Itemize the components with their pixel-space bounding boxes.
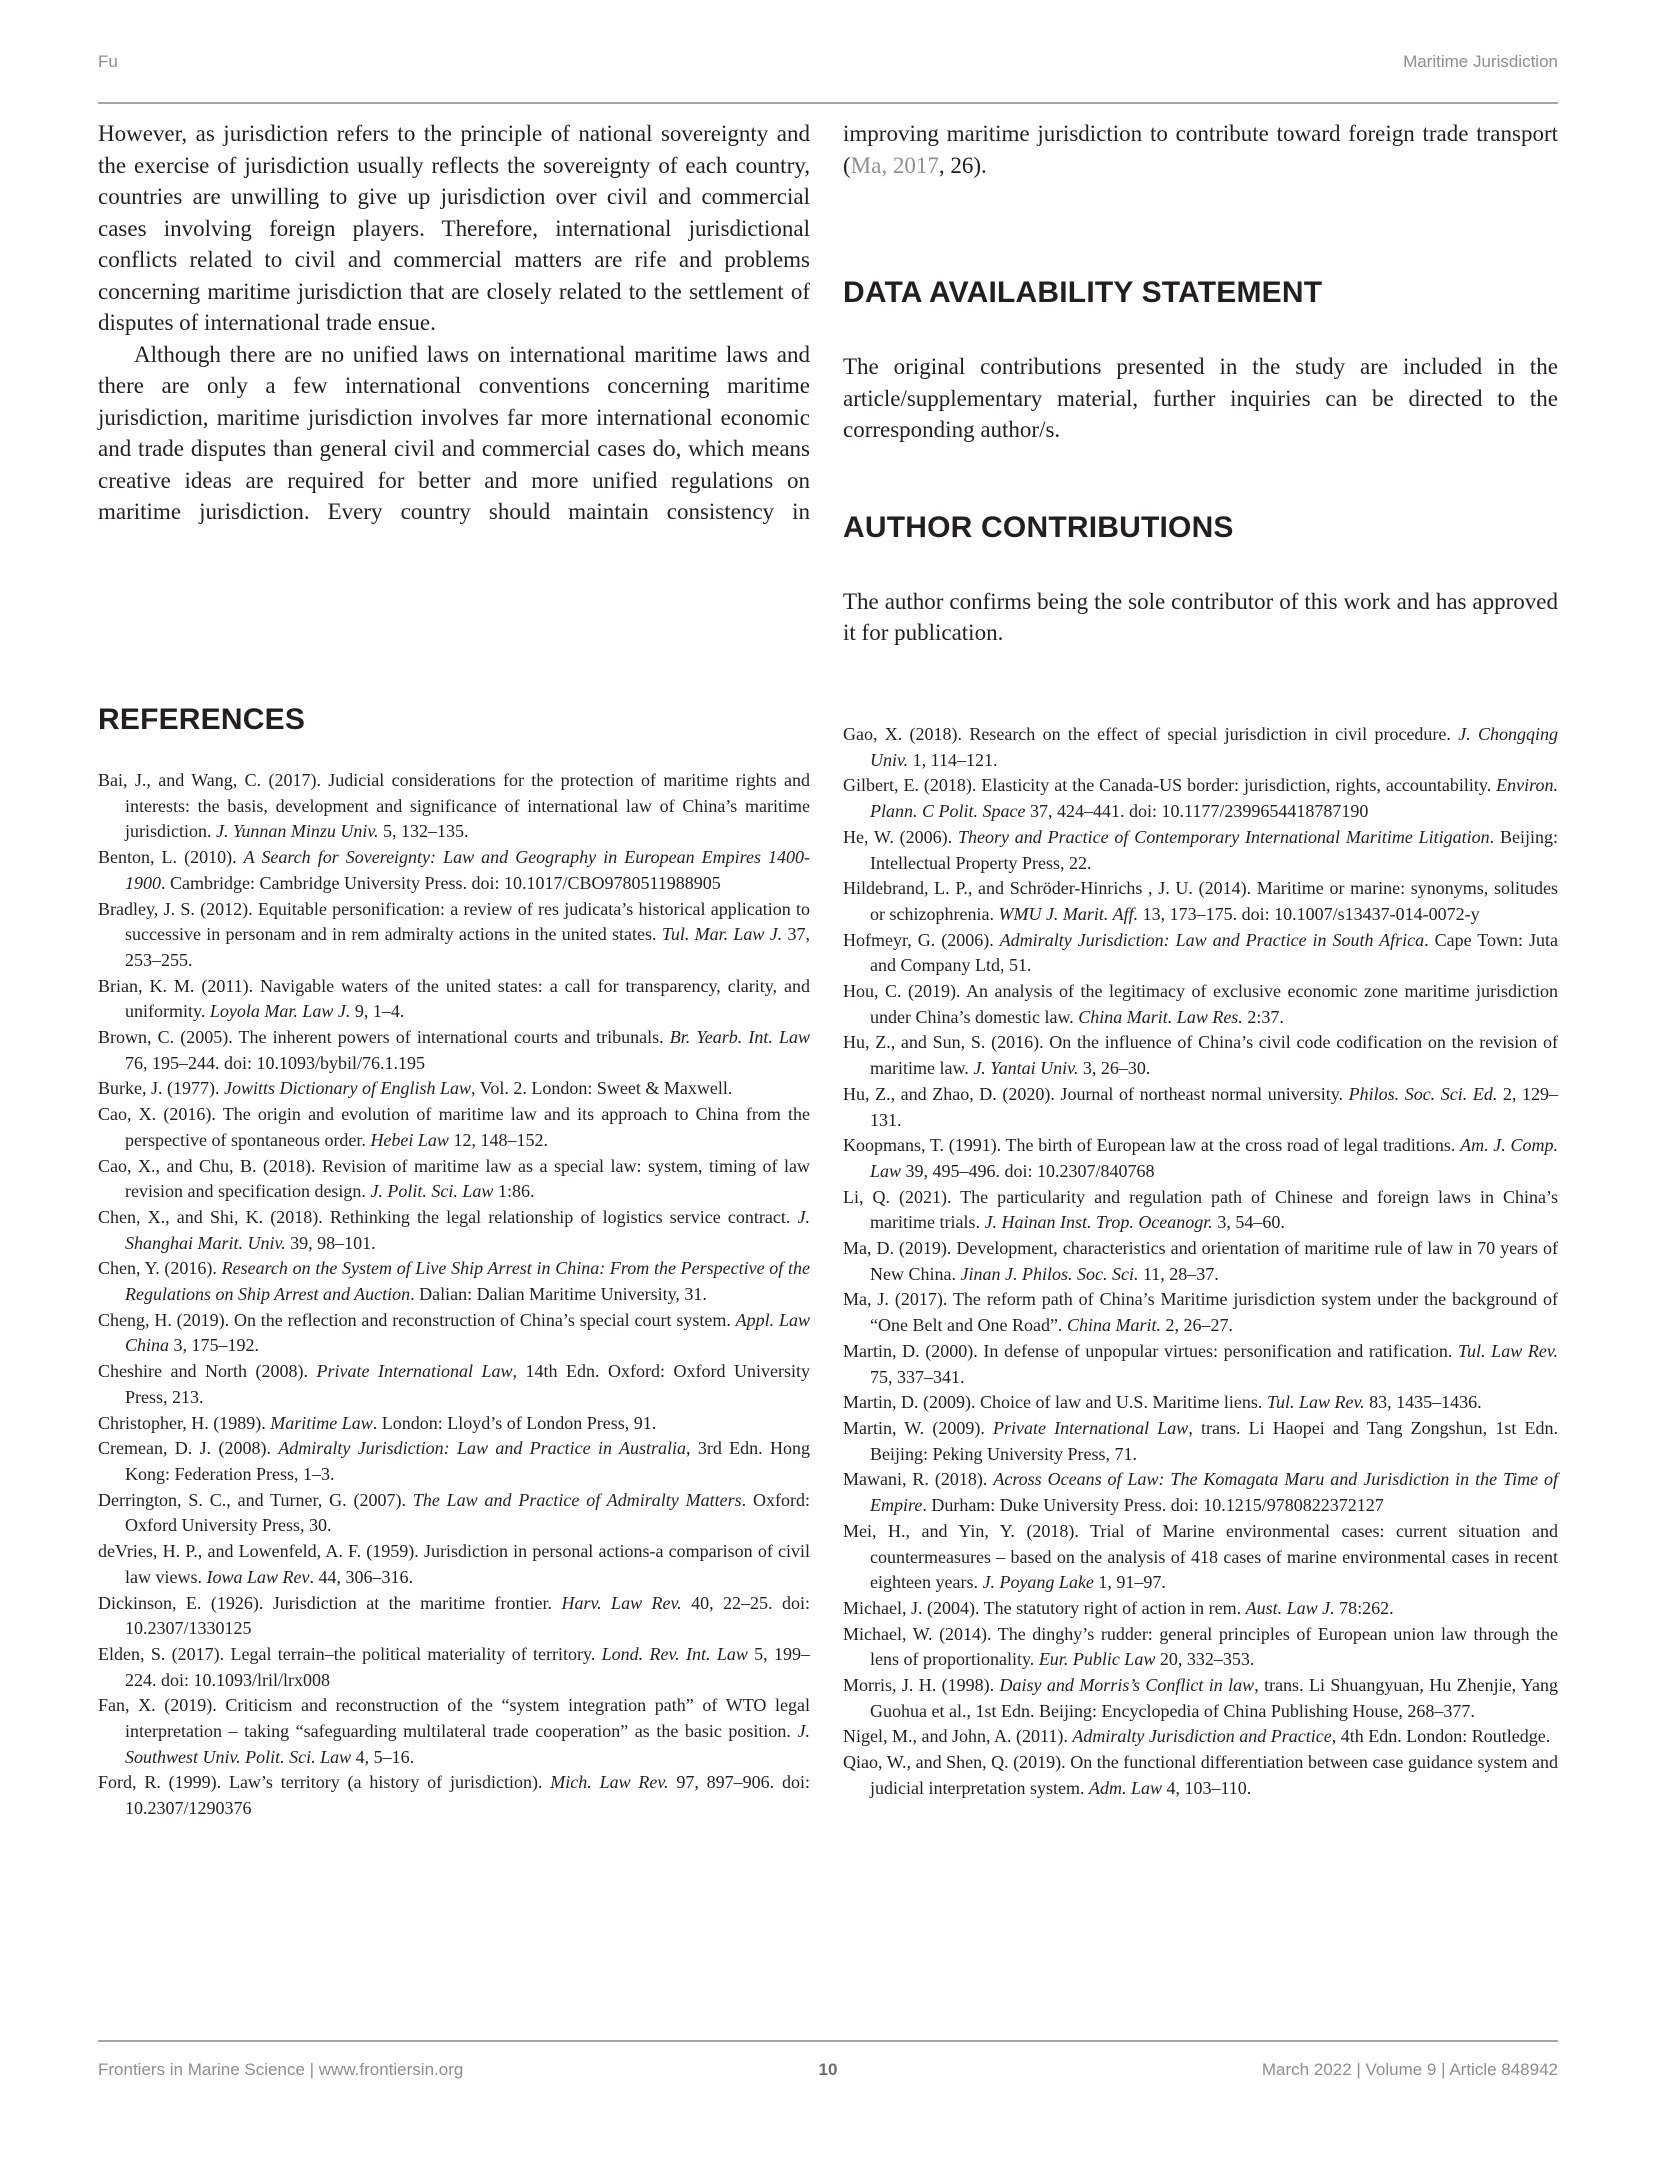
reference-source-italic: J. Yantai Univ. bbox=[973, 1058, 1079, 1079]
reference-text: 3, 54–60. bbox=[1212, 1212, 1285, 1233]
reference-item bbox=[98, 768, 810, 845]
reference-source-italic: A Search for Sovereignty: Law and Geography in European Empires 1400-1900 bbox=[125, 847, 810, 893]
reference-item bbox=[98, 1693, 810, 1770]
reference-source-italic: Tul. Law Rev. bbox=[1266, 1392, 1365, 1413]
body-column-right bbox=[843, 118, 1558, 649]
reference-source-italic: J. Polit. Sci. Law bbox=[370, 1181, 494, 1202]
reference-text: 37, 424–441. doi: 10.1177/2399654418787190 bbox=[1025, 801, 1369, 822]
section-heading-references: REFERENCES bbox=[98, 703, 306, 736]
reference-item bbox=[98, 845, 810, 896]
footer-page-number: 10 bbox=[818, 2060, 838, 2079]
running-head-title: Maritime Jurisdiction bbox=[1403, 52, 1558, 71]
reference-text: 37, 253–255. bbox=[125, 924, 810, 970]
reference-source-italic: Private International Law bbox=[992, 1417, 1189, 1438]
reference-text: Chen, Y. (2016). bbox=[98, 1258, 222, 1279]
reference-text: Elden, S. (2017). Legal terrain–the political materiality of territory. bbox=[98, 1643, 602, 1664]
reference-text: . Beijing: Intellectual Property Press, 22. bbox=[870, 826, 1558, 873]
paragraph: Although there are no unified laws on international maritime laws and there are only a few international conventions concerning maritime jurisdiction, maritime jurisdiction involves far more international economic and trade disputes than general civil and commercial cases do, which means creative ideas are required for better and more unified regulations on maritime jurisdiction. Every country should maintain consistency in bbox=[98, 341, 810, 524]
reference-text: , trans. Li Shuangyuan, Hu Zhenjie, Yang Guohua et al., 1st Edn. Beijing: Encyclopedia of China Publishing House, 268–377. bbox=[870, 1675, 1558, 1721]
reference-text: , Vol. 2. London: Sweet & Maxwell. bbox=[471, 1078, 733, 1099]
reference-item bbox=[98, 1025, 810, 1076]
reference-item bbox=[843, 1673, 1558, 1724]
footer-rule bbox=[98, 2040, 1558, 2042]
reference-text: Michael, W. (2014). The dinghy’s rudder: general principles of European union law through the lens of proportionality. bbox=[843, 1623, 1558, 1670]
reference-text: 4, 103–110. bbox=[1161, 1777, 1252, 1798]
reference-text: Cremean, D. J. (2008). bbox=[98, 1438, 279, 1459]
reference-text: . Cape Town: Juta and Company Ltd, 51. bbox=[870, 929, 1558, 976]
reference-source-italic: Hebei Law bbox=[370, 1129, 449, 1150]
reference-text: Benton, L. (2010). bbox=[98, 847, 244, 868]
reference-item bbox=[98, 1411, 810, 1437]
footer-journal: Frontiers in Marine Science | www.frontiersin.org bbox=[98, 2060, 464, 2079]
reference-text: , 3rd Edn. Hong Kong: Federation Press, 1–3. bbox=[125, 1438, 810, 1484]
reference-text: Hu, Z., and Zhao, D. (2020). Journal of northeast normal university. bbox=[843, 1083, 1349, 1104]
running-head-author: Fu bbox=[98, 52, 118, 71]
reference-text: . Cambridge: Cambridge University Press. doi: 10.1017/CBO9780511988905 bbox=[161, 872, 721, 893]
paragraph-text: , 26). bbox=[938, 152, 987, 178]
reference-text: Ma, J. (2017). The reform path of China’s Maritime jurisdiction system under the background of “One Belt and One Road”. bbox=[843, 1289, 1558, 1336]
reference-source-italic: Philos. Soc. Sci. Ed. bbox=[1348, 1083, 1498, 1104]
reference-source-italic: Tul. Mar. Law J. bbox=[661, 924, 783, 945]
reference-item bbox=[98, 1359, 810, 1410]
paragraph-text: improving maritime jurisdiction to contribute toward foreign trade transport ( bbox=[843, 121, 1558, 178]
reference-item bbox=[843, 1724, 1558, 1750]
reference-source-italic: Am. J. Comp. Law bbox=[870, 1135, 1558, 1181]
section-heading-data-availability: DATA AVAILABILITY STATEMENT bbox=[843, 276, 1323, 309]
reference-text: deVries, H. P., and Lowenfeld, A. F. (1959). Jurisdiction in personal actions-a comparison of civil law views. bbox=[98, 1541, 810, 1587]
reference-item bbox=[98, 1591, 810, 1642]
reference-text: Cheshire and North (2008). bbox=[98, 1361, 317, 1382]
reference-text: Gao, X. (2018). Research on the effect of special jurisdiction in civil procedure. bbox=[843, 724, 1459, 744]
reference-text: 12, 148–152. bbox=[448, 1129, 548, 1150]
reference-text: Bradley, J. S. (2012). Equitable personification: a review of res judicata’s historical application to successive in personam and in rem admiralty actions in the united states. bbox=[98, 898, 810, 945]
reference-text: 1, 91–97. bbox=[1093, 1572, 1166, 1593]
reference-text: 78:262. bbox=[1334, 1597, 1394, 1618]
reference-text: Ford, R. (1999). Law’s territory (a history of jurisdiction). bbox=[98, 1772, 551, 1793]
reference-text: Martin, D. (2009). Choice of law and U.S. Maritime liens. bbox=[843, 1392, 1267, 1413]
reference-text: Dickinson, E. (1926). Jurisdiction at the maritime frontier. bbox=[98, 1592, 562, 1613]
reference-item bbox=[98, 1256, 810, 1307]
page-footer bbox=[98, 2060, 1558, 2080]
reference-text: Martin, W. (2009). bbox=[843, 1417, 993, 1438]
reference-text: . 44, 306–316. bbox=[309, 1566, 413, 1587]
reference-text: , trans. Li Haopei and Tang Zongshun, 1st Edn. Beijing: Peking University Press, 71. bbox=[870, 1417, 1558, 1464]
reference-item bbox=[98, 1308, 810, 1359]
reference-text: Morris, J. H. (1998). bbox=[843, 1675, 1000, 1696]
reference-source-italic: Jinan J. Philos. Soc. Sci. bbox=[960, 1263, 1139, 1284]
reference-source-italic: J. Poyang Lake bbox=[982, 1572, 1094, 1593]
reference-text: 11, 28–37. bbox=[1138, 1263, 1219, 1284]
reference-text: Hu, Z., and Sun, S. (2016). On the influence of China’s civil code codification on the revision of maritime law. bbox=[843, 1032, 1558, 1079]
reference-item bbox=[98, 1488, 810, 1539]
reference-source-italic: Admiralty Jurisdiction: Law and Practice in Australia bbox=[278, 1438, 686, 1459]
reference-text: 39, 98–101. bbox=[285, 1232, 376, 1253]
running-head bbox=[98, 52, 1558, 72]
reference-text: . London: Lloyd’s of London Press, 91. bbox=[372, 1412, 657, 1433]
reference-text: 76, 195–244. doi: 10.1093/bybil/76.1.195 bbox=[125, 1052, 426, 1073]
citation-link[interactable]: Ma, 2017 bbox=[850, 152, 939, 178]
reference-text: Hou, C. (2019). An analysis of the legitimacy of exclusive economic zone maritime jurisdiction under China’s domestic law. bbox=[843, 981, 1558, 1027]
reference-item bbox=[843, 979, 1558, 1030]
reference-text: 5, 199–224. doi: 10.1093/lril/lrx008 bbox=[125, 1643, 811, 1690]
paragraph: The original contributions presented in the study are included in the article/supplementary material, further inquiries can be directed to the corresponding author/s. bbox=[843, 354, 1558, 442]
footer-issue: March 2022 | Volume 9 | Article 848942 bbox=[1261, 2060, 1558, 2079]
reference-source-italic: Private International Law bbox=[316, 1361, 513, 1382]
reference-text: Koopmans, T. (1991). The birth of European law at the cross road of legal traditions. bbox=[843, 1135, 1461, 1156]
reference-text: 9, 1–4. bbox=[350, 1001, 405, 1022]
reference-item bbox=[843, 1133, 1558, 1184]
reference-text: He, W. (2006). bbox=[843, 826, 958, 847]
reference-text: Christopher, H. (1989). bbox=[98, 1412, 271, 1433]
reference-text: Mei, H., and Yin, Y. (2018). Trial of Marine environmental cases: current situation and countermeasures – based on the analysis of 418 cases of marine environmental cases in recent eighteen years. bbox=[843, 1520, 1558, 1593]
reference-source-italic: J. Yunnan Minzu Univ. bbox=[216, 821, 379, 842]
reference-source-italic: Jowitts Dictionary of English Law bbox=[223, 1078, 471, 1099]
references-column-left bbox=[98, 768, 810, 1822]
reference-item bbox=[843, 1519, 1558, 1596]
reference-source-italic: Br. Yearb. Int. Law bbox=[669, 1027, 811, 1048]
reference-item bbox=[98, 1436, 810, 1487]
reference-item bbox=[843, 876, 1558, 927]
reference-item bbox=[843, 773, 1558, 824]
reference-text: 2, 129–131. bbox=[870, 1083, 1558, 1130]
reference-text: 1:86. bbox=[493, 1181, 535, 1202]
reference-text: Derrington, S. C., and Turner, G. (2007). bbox=[98, 1489, 413, 1510]
reference-item bbox=[843, 1750, 1558, 1801]
reference-text: Cao, X. (2016). The origin and evolution of maritime law and its approach to China from the perspective of spontaneous order. bbox=[98, 1104, 810, 1150]
reference-item bbox=[843, 1030, 1558, 1081]
section-heading-author-contributions: AUTHOR CONTRIBUTIONS bbox=[843, 510, 1234, 544]
reference-source-italic: Daisy and Morris’s Conflict in law bbox=[999, 1675, 1255, 1696]
reference-text: Michael, J. (2004). The statutory right of action in rem. bbox=[843, 1597, 1246, 1618]
reference-item bbox=[843, 1185, 1558, 1236]
reference-text: Bai, J., and Wang, C. (2017). Judicial considerations for the protection of maritime rights and interests: the basis, development and significance of international law of China’s maritime jurisdiction. bbox=[98, 770, 810, 842]
reference-source-italic: Appl. Law China bbox=[125, 1309, 811, 1356]
reference-text: , 4th Edn. London: Routledge. bbox=[1331, 1726, 1551, 1747]
reference-text: Brian, K. M. (2011). Navigable waters of the united states: a call for transparency, clarity, and uniformity. bbox=[98, 975, 810, 1022]
reference-text: Mawani, R. (2018). bbox=[843, 1469, 994, 1490]
reference-source-italic: Adm. Law bbox=[1088, 1777, 1162, 1798]
reference-text: 3, 26–30. bbox=[1078, 1058, 1151, 1079]
reference-text: 2, 26–27. bbox=[1160, 1315, 1233, 1336]
reference-text: Ma, D. (2019). Development, characteristics and orientation of maritime rule of law in 70 years of New China. bbox=[843, 1238, 1558, 1284]
reference-text: Gilbert, E. (2018). Elasticity at the Canada-US border: jurisdiction, rights, accountability. bbox=[843, 775, 1497, 796]
reference-item bbox=[843, 1467, 1558, 1518]
reference-item bbox=[98, 974, 810, 1025]
reference-source-italic: China Marit. bbox=[1066, 1315, 1161, 1336]
reference-source-italic: Theory and Practice of Contemporary International Maritime Litigation bbox=[957, 826, 1490, 847]
reference-text: 97, 897–906. doi: 10.2307/1290376 bbox=[125, 1772, 810, 1819]
reference-source-italic: Across Oceans of Law: The Komagata Maru and Jurisdiction in the Time of Empire bbox=[870, 1469, 1558, 1516]
reference-item bbox=[843, 1416, 1558, 1467]
reference-source-italic: Admiralty Jurisdiction: Law and Practice in South Africa bbox=[999, 929, 1425, 950]
reference-text: 4, 5–16. bbox=[351, 1746, 415, 1767]
reference-source-italic: Environ. Plann. C Polit. Space bbox=[870, 775, 1558, 822]
reference-text: Cheng, H. (2019). On the reflection and reconstruction of China’s special court system. bbox=[98, 1309, 736, 1330]
body-column-left bbox=[98, 118, 810, 528]
reference-source-italic: Maritime Law bbox=[270, 1412, 373, 1433]
reference-text: 13, 173–175. doi: 10.1007/s13437-014-0072-y bbox=[1138, 903, 1480, 924]
reference-text: Hofmeyr, G. (2006). bbox=[843, 929, 1000, 950]
reference-text: 40, 22–25. doi: 10.2307/1330125 bbox=[125, 1592, 810, 1639]
references-column-right bbox=[843, 722, 1558, 1802]
reference-source-italic: Tul. Law Rev. bbox=[1458, 1340, 1558, 1361]
reference-item bbox=[98, 1642, 810, 1693]
header-rule bbox=[98, 102, 1558, 104]
reference-source-italic: J. Shanghai Marit. Univ. bbox=[125, 1206, 810, 1253]
reference-source-italic: Lond. Rev. Int. Law bbox=[601, 1643, 748, 1664]
reference-item bbox=[843, 1082, 1558, 1133]
reference-source-italic: China Marit. Law Res. bbox=[1078, 1006, 1243, 1027]
reference-source-italic: Eur. Public Law bbox=[1038, 1649, 1156, 1670]
reference-text: . Durham: Duke University Press. doi: 10.1215/9780822372127 bbox=[922, 1495, 1384, 1516]
reference-source-italic: Aust. Law J. bbox=[1245, 1597, 1335, 1618]
reference-item bbox=[843, 1390, 1558, 1416]
reference-item bbox=[843, 1287, 1558, 1338]
reference-text: . Oxford: Oxford University Press, 30. bbox=[125, 1489, 810, 1536]
paragraph: However, as jurisdiction refers to the principle of national sovereignty and the exercise of jurisdiction usually reflects the sovereignty of each country, countries are unwilling to give up jurisdiction over civil and commercial cases involving foreign players. Therefore, international jurisdictional conflicts related to civil and commercial matters are rife and problems concerning maritime jurisdiction that are closely related to the settlement of disputes of international trade ensue. bbox=[98, 121, 810, 335]
reference-source-italic: Loyola Mar. Law J. bbox=[209, 1001, 351, 1022]
reference-text: Burke, J. (1977). bbox=[98, 1078, 224, 1099]
reference-item bbox=[843, 1596, 1558, 1622]
reference-item bbox=[843, 1339, 1558, 1390]
reference-source-italic: Admiralty Jurisdiction and Practice bbox=[1072, 1726, 1332, 1747]
reference-text: Hildebrand, L. P., and Schröder-Hinrichs , J. U. (2014). Maritime or marine: synonyms, solitudes or schizophrenia. bbox=[843, 878, 1558, 924]
reference-text: Cao, X., and Chu, B. (2018). Revision of maritime law as a special law: system, timing of law revision and specification design. bbox=[98, 1155, 810, 1202]
reference-source-italic: J. Southwest Univ. Polit. Sci. Law bbox=[125, 1721, 810, 1767]
reference-text: 20, 332–353. bbox=[1155, 1649, 1255, 1670]
reference-text: Chen, X., and Shi, K. (2018). Rethinking the legal relationship of logistics service contract. bbox=[98, 1206, 798, 1227]
reference-text: 1, 114–121. bbox=[908, 749, 998, 770]
reference-item bbox=[843, 1622, 1558, 1673]
reference-source-italic: WMU J. Marit. Aff. bbox=[998, 903, 1139, 924]
reference-text: , 14th Edn. Oxford: Oxford University Press, 213. bbox=[125, 1361, 810, 1407]
reference-item bbox=[98, 1205, 810, 1256]
reference-text: Qiao, W., and Shen, Q. (2019). On the functional differentiation between case guidance system and judicial interpretation system. bbox=[843, 1752, 1558, 1798]
reference-text: 83, 1435–1436. bbox=[1364, 1392, 1482, 1413]
reference-item bbox=[843, 1236, 1558, 1287]
reference-text: Li, Q. (2021). The particularity and regulation path of Chinese and foreign laws in China’s maritime trials. bbox=[843, 1186, 1558, 1233]
reference-source-italic: J. Hainan Inst. Trop. Oceanogr. bbox=[984, 1212, 1213, 1233]
reference-source-italic: The Law and Practice of Admiralty Matters bbox=[412, 1489, 742, 1510]
reference-text: 2:37. bbox=[1242, 1006, 1284, 1027]
reference-item bbox=[843, 722, 1558, 773]
reference-item bbox=[843, 825, 1558, 876]
reference-source-italic: J. Chongqing Univ. bbox=[870, 724, 1558, 770]
reference-text: Nigel, M., and John, A. (2011). bbox=[843, 1726, 1073, 1747]
reference-item bbox=[98, 1770, 810, 1821]
reference-item bbox=[98, 1539, 810, 1590]
reference-text: 39, 495–496. doi: 10.2307/840768 bbox=[901, 1160, 1155, 1181]
reference-item bbox=[843, 928, 1558, 979]
reference-source-italic: Harv. Law Rev. bbox=[561, 1592, 682, 1613]
reference-item bbox=[98, 1154, 810, 1205]
paragraph bbox=[843, 118, 1558, 181]
reference-source-italic: Research on the System of Live Ship Arrest in China: From the Perspective of the Regulations on Ship Arrest and Auction bbox=[125, 1258, 810, 1305]
reference-source-italic: Iowa Law Rev bbox=[206, 1566, 310, 1587]
reference-item bbox=[98, 1076, 810, 1102]
reference-text: Fan, X. (2019). Criticism and reconstruction of the “system integration path” of WTO legal interpretation – taking “safeguarding multilateral trade cooperation” as the basic position. bbox=[98, 1695, 810, 1742]
reference-text: Martin, D. (2000). In defense of unpopular virtues: personification and ratification. bbox=[843, 1340, 1459, 1361]
reference-item bbox=[98, 897, 810, 974]
reference-text: 5, 132–135. bbox=[378, 821, 469, 842]
reference-text: Brown, C. (2005). The inherent powers of international courts and tribunals. bbox=[98, 1027, 670, 1048]
reference-text: 3, 175–192. bbox=[169, 1335, 260, 1356]
reference-text: . Dalian: Dalian Maritime University, 31. bbox=[410, 1284, 707, 1305]
reference-text: 75, 337–341. bbox=[870, 1366, 965, 1387]
reference-item bbox=[98, 1102, 810, 1153]
paragraph: The author confirms being the sole contributor of this work and has approved it for publication. bbox=[843, 588, 1558, 645]
reference-source-italic: Mich. Law Rev. bbox=[550, 1772, 669, 1793]
